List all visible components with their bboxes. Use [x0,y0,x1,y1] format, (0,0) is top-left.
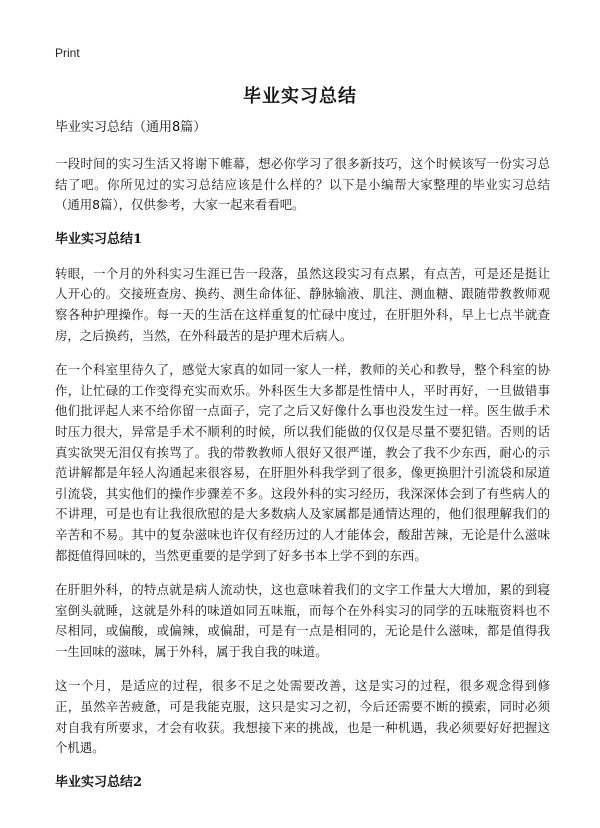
section-1-paragraph-4: 这一个月，是适应的过程，很多不足之处需要改善，这是实习的过程，很多观念得到修正，虽然辛苦疲惫，可是我能克服，这只是实习之初，今后还需要不断的摸索，同时必须对自我有所要求，才会有收获。我想接下来的挑战，也是一种机遇，我必须要好好把握这个机遇。 [55,678,550,756]
document-title: 毕业实习总结 [243,86,357,107]
section-heading-2: 毕业实习总结2 [55,774,143,790]
intro-paragraph: 一段时间的实习生活又将谢下帷幕，想必你学习了很多新技巧，这个时候该写一份实习总结了吧。你所见过的实习总结应该是什么样的？以下是小编帮大家整理的毕业实习总结（通用8篇），仅供参考，大家一起来看看吧。 [55,156,550,213]
section-1-paragraph-1: 转眼，一个月的外科实习生涯已告一段落，虽然这段实习有点累，有点苦，可是还是挺让人开心的。交接班查房、换药、测生命体征、静脉输液、肌注、测血糖、跟随带教教师观察各种护理操作。每一天的生活在这样重复的忙碌中度过，在肝胆外科，早上七点半就查房，之后换药，当然，在外科最苦的是护理术后病人。 [55,265,550,343]
section-1-paragraph-3: 在肝胆外科，的特点就是病人流动快，这也意味着我们的文字工作量大大增加，累的到寝室倒头就睡，这就是外科的味道如同五味瓶，而每个在外科实习的同学的五味瓶资料也不尽相同，或偏酸，或偏辣，或偏甜，可是有一点是相同的，无论是什么滋味，都是值得我一生回味的滋味，属于外科，属于我自我的味道。 [55,582,550,659]
document-subtitle: 毕业实习总结（通用8篇） [55,120,207,135]
section-heading-1: 毕业实习总结1 [55,231,143,247]
section-1-paragraph-2: 在一个科室里待久了，感觉大家真的如同一家人一样，教师的关心和教导，整个科室的协作，让忙碌的工作变得充实而欢乐。外科医生大多都是性情中人，平时再好，一旦做错事他们批评起人来不给你留一点面子，完了之后又好像什么事也没发生过一样。医生做手术时压力很大，异常是手术不顺利的时候，所以我们能做的仅仅是尽量不要犯错。否则的话真实欲哭无泪仅有挨骂了。我的带教教师人很好又很严谨，教会了我不少东西，耐心的示范讲解都是年轻人沟通起来很容易，在肝胆外科我学到了很多，像更换胆汁引流袋和尿道引流袋，其实他们的操作步骤差不多。这段外科的实习经历，我深深体会到了有些病人的不讲理，可是也有让我很欣慰的是大多数病人及家属都是通情达理的，他们很理解我们的辛苦和不易。其中的复杂滋味也许仅有经历过的人才能体会，酸甜苦辣，无论是什么滋味都挺值得回味的，当然更重要的是学到了好多书本上学不到的东西。 [55,362,550,563]
document-body [55,118,550,807]
print-label: Print [55,46,80,60]
